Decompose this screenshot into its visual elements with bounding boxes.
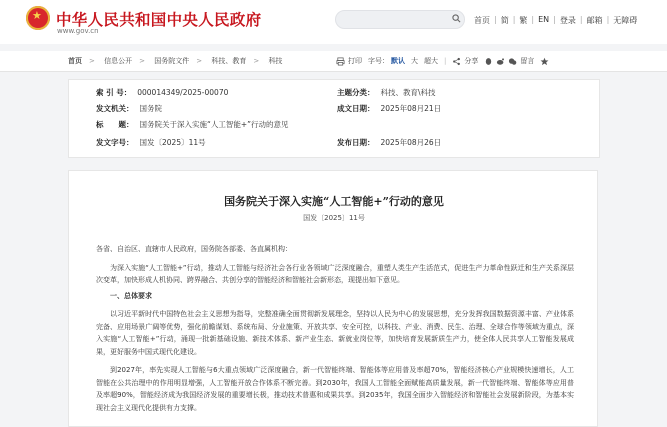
- qq-icon[interactable]: [484, 57, 493, 66]
- nav-mailbox[interactable]: 邮箱: [586, 16, 603, 25]
- breadcrumb-home[interactable]: 首页: [68, 57, 82, 65]
- breadcrumb-tech[interactable]: 科技: [268, 57, 283, 65]
- wechat-icon[interactable]: [508, 57, 517, 66]
- font-size-larger[interactable]: 超大: [424, 57, 438, 65]
- nav-traditional[interactable]: 繁: [519, 16, 528, 25]
- font-size-large[interactable]: 大: [411, 57, 418, 65]
- meta-index: 索 引 号： 000014349/2025-00070: [96, 88, 229, 97]
- weibo-icon[interactable]: [496, 57, 505, 66]
- breadcrumb: 首页 > 信息公开 > 国务院文件 > 科技、教育 > 科技: [68, 57, 283, 65]
- search-icon[interactable]: [452, 14, 461, 23]
- site-title[interactable]: 中华人民共和国中央人民政府: [56, 11, 262, 29]
- national-emblem-icon[interactable]: ★: [26, 6, 50, 30]
- article-doc-number: 国发〔2025〕11号: [303, 214, 365, 222]
- nav-simplified[interactable]: 简: [500, 16, 509, 25]
- print-button[interactable]: 打印: [348, 57, 362, 65]
- site-header: [0, 0, 667, 44]
- meta-date: 成文日期： 2025年08月21日: [337, 104, 442, 113]
- nav-english[interactable]: EN: [538, 15, 550, 24]
- share-button[interactable]: 分享: [464, 57, 479, 65]
- search-input[interactable]: [335, 10, 465, 29]
- meta-topic: 主题分类： 科技、教育\科技: [337, 88, 436, 97]
- nav-home[interactable]: 首页: [474, 16, 490, 25]
- font-size-default[interactable]: 默认: [391, 57, 405, 65]
- breadcrumb-bar: [0, 51, 667, 72]
- document-metadata: [68, 79, 600, 158]
- share-icon[interactable]: [452, 57, 461, 66]
- article-body: [68, 170, 598, 427]
- article-text: [96, 243, 574, 414]
- paragraph: 到2027年，率先实现人工智能与6大重点领域广泛深度融合，新一代智能终端、智能体等应用普及率超70%，智能经济核心产业规模快速增长，人工智能在公共治理中的作用明显增强，人工智能开放合作体系不断完善。到2030年，我国人工智能全面赋能高质量发展，新一代智能终端、智能体等应用普及率超90%，智能经济成为我国经济发展的重要增长极，推动技术普惠和成果共享。到2035年，我国全面步入智能经济和智能社会发展新阶段，为基本实现社会主义现代化提供有力支撑。: [96, 366, 574, 412]
- site-url: www.gov.cn: [57, 27, 99, 35]
- article-tools: 打印 字号： 默认 大 超大 | 分享 留言: [336, 56, 552, 66]
- section-heading: 一、总体要求: [110, 291, 152, 300]
- paragraph: 为深入实施“人工智能+”行动，推动人工智能与经济社会各行业各领域广泛深度融合，重塑人类生产生活范式，促进生产力革命性跃迁和生产关系深层次变革，加快形成人机协同、跨界融合、共创分享的智能经济和智能社会新形态，现提出如下意见。: [96, 263, 574, 284]
- top-nav: 首页 | 简 | 繁 | EN | 登录 | 邮箱 | 无障碍: [474, 15, 638, 25]
- print-icon[interactable]: [336, 57, 345, 66]
- breadcrumb-sci-edu[interactable]: 科技、教育: [211, 57, 247, 65]
- paragraph: 以习近平新时代中国特色社会主义思想为指导，完整准确全面贯彻新发展理念，坚持以人民为中心的发展思想，充分发挥我国数据资源丰富、产业体系完备、应用场景广阔等优势，强化前瞻谋划、系统布局、分业施策、开放共享、安全可控，以科技、产业、消费、民生、治理、全球合作等领域为重点，深入实施“人工智能+”行动，涌现一批新基础设施、新技术体系、新产业生态、新就业岗位等，加快培育发展新质生产力，使全体人民共享人工智能发展成果，更好服务中国式现代化建设。: [96, 310, 574, 356]
- meta-title: 标 题： 国务院关于深入实施“人工智能+”行动的意见: [96, 120, 289, 129]
- nav-login[interactable]: 登录: [559, 16, 576, 25]
- comment-button[interactable]: 留言: [520, 57, 535, 65]
- breadcrumb-state-council-docs[interactable]: 国务院文件: [154, 57, 190, 65]
- favorite-icon[interactable]: [540, 57, 549, 66]
- font-size-label: 字号：: [368, 57, 389, 65]
- meta-pubdate: 发布日期： 2025年08月26日: [337, 138, 442, 147]
- article-title: 国务院关于深入实施“人工智能+”行动的意见: [224, 195, 444, 208]
- breadcrumb-info-disclosure[interactable]: 信息公开: [104, 57, 133, 65]
- meta-issuer: 发文机关： 国务院: [96, 104, 162, 113]
- salutation: 各省、自治区、直辖市人民政府，国务院各部委、各直属机构：: [96, 245, 292, 253]
- nav-accessibility[interactable]: 无障碍: [613, 16, 638, 25]
- meta-docno: 发文字号： 国发〔2025〕11号: [96, 138, 206, 147]
